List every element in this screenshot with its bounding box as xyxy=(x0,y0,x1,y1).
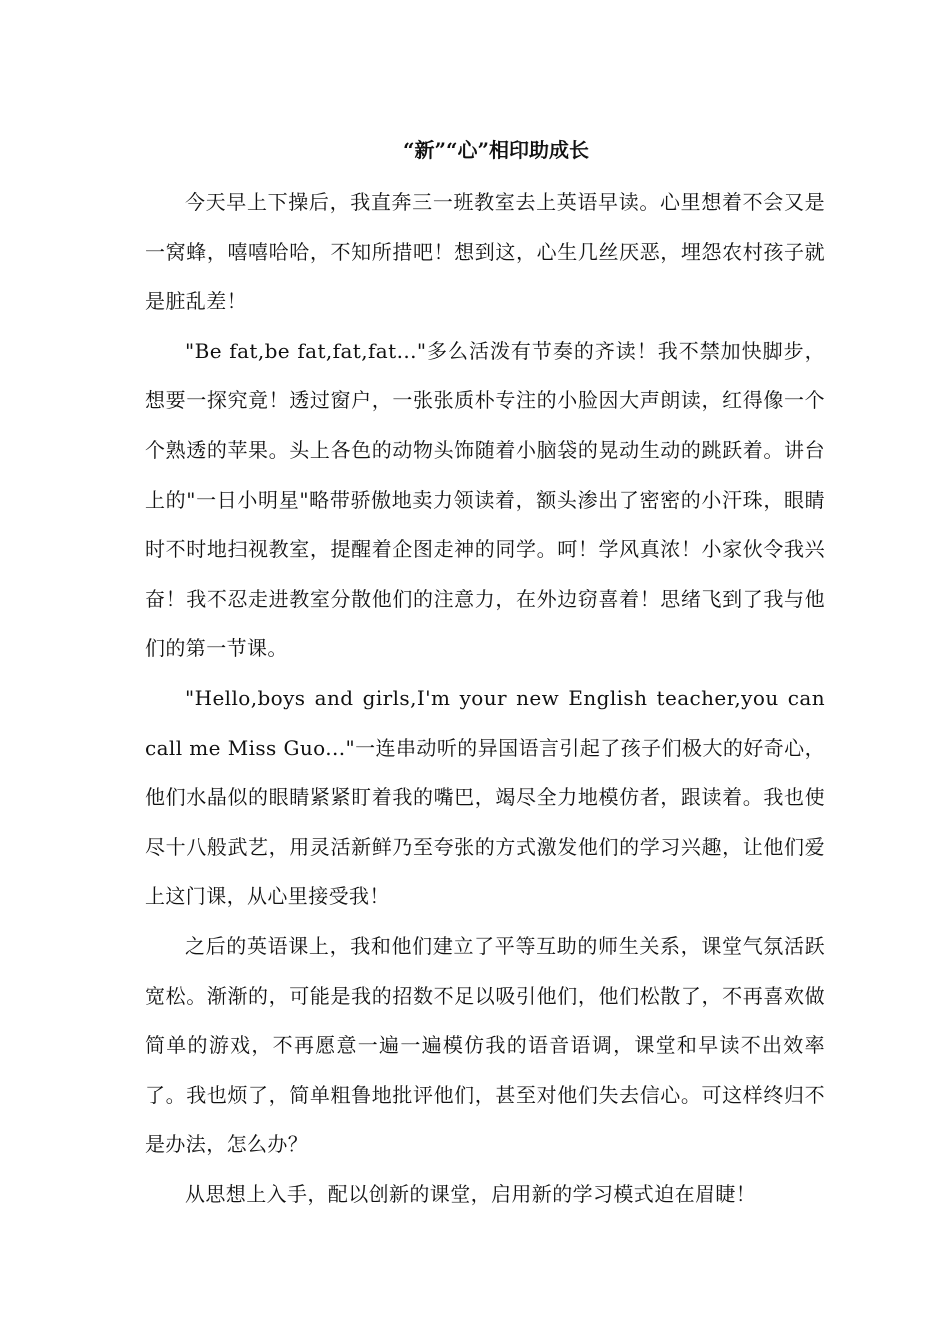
paragraph-4: 之后的英语课上，我和他们建立了平等互助的师生关系，课堂气氛活跃宽松。渐渐的，可能是我的招数不足以吸引他们，他们松散了，不再喜欢做简单的游戏，不再愿意一遍一遍模仿我的语音语调，课堂和早读不出效率了。我也烦了，简单粗鲁地批评他们，甚至对他们失去信心。可这样终归不是办法，怎么办？ xyxy=(145,933,825,1157)
paragraph-5: 从思想上入手，配以创新的课堂，启用新的学习模式迫在眉睫！ xyxy=(185,1181,757,1206)
document-page xyxy=(145,128,825,1219)
paragraph-1: 今天早上下操后，我直奔三一班教室去上英语早读。心里想着不会又是一窝蜂，嘻嘻哈哈，不知所措吧！想到这，心生几丝厌恶，埋怨农村孩子就是脏乱差！ xyxy=(145,190,825,314)
paragraph-2: "Be fat,be fat,fat,fat..."多么活泼有节奏的齐读！我不禁加快脚步，想要一探究竟！透过窗户，一张张质朴专注的小脸因大声朗读，红得像一个个熟透的苹果。头上各色的动物头饰随着小脑袋的晃动生动的跳跃着。讲台上的"一日小明星"略带骄傲地卖力领读着，额头渗出了密密的小汗珠，眼睛时不时地扫视教室，提醒着企图走神的同学。呵！学风真浓！小家伙令我兴奋！我不忍走进教室分散他们的注意力，在外边窃喜着！思绪飞到了我与他们的第一节课。 xyxy=(145,338,825,661)
paragraph-3: "Hello,boys and girls,I'm your new English teacher,you can call me Miss Guo..."一连串动听的异国语言引起了孩子们极大的好奇心，他们水晶似的眼睛紧紧盯着我的嘴巴，竭尽全力地模仿者，跟读着。我也使尽十八般武艺，用灵活新鲜乃至夸张的方式激发他们的学习兴趣，让他们爱上这门课，从心里接受我！ xyxy=(145,685,825,909)
document-title: “新”“心”相印助成长 xyxy=(402,138,589,162)
